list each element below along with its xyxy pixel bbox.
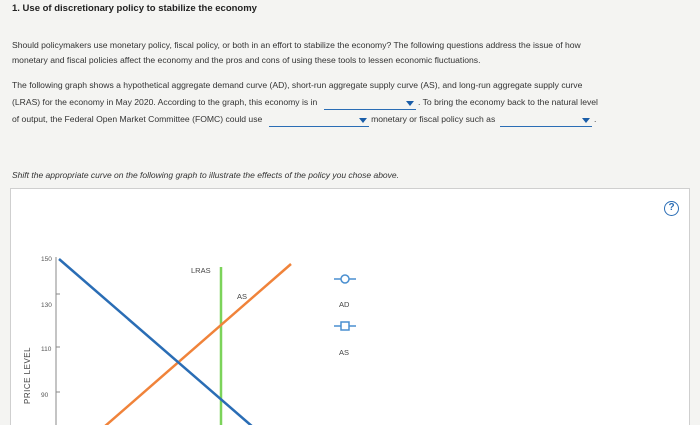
as-tool-label: AS — [339, 348, 350, 357]
ad-as-graph — [11, 189, 691, 425]
ad-tool-label: AD — [339, 300, 350, 309]
graph-instruction: Shift the appropriate curve on the following graph to illustrate the effects of the policy you chose above. — [12, 170, 399, 180]
question-line-1: The following graph shows a hypothetical aggregate demand curve (AD), short-run aggregate supply curve (AS), and long-run aggregate supply curve — [12, 80, 583, 90]
y-tick-label: 150 — [41, 256, 52, 263]
question-title: 1. Use of discretionary policy to stabilize the economy — [12, 3, 257, 14]
chevron-down-icon — [406, 101, 414, 106]
y-axis-label: PRICE LEVEL — [23, 346, 32, 404]
ad-tool-circle-icon — [341, 275, 349, 283]
question-paragraph — [12, 78, 697, 129]
ad-curve[interactable] — [59, 259, 261, 425]
lras-label: LRAS — [191, 266, 211, 275]
intro-line-1: Should policymakers use monetary policy, fiscal policy, or both in an effort to stabilize the economy? The following questions address the issue of how — [12, 40, 581, 50]
policy-type-dropdown[interactable] — [269, 115, 369, 127]
question-text-3b: monetary or fiscal policy such as — [371, 114, 496, 124]
intro-line-2: monetary and fiscal policies affect the economy and the pros and cons of using these tools to lessen economic fluctuations. — [12, 55, 481, 65]
as-tool-square-icon — [341, 322, 349, 330]
y-tick-label: 110 — [41, 346, 52, 353]
as-tool[interactable] — [334, 322, 356, 330]
help-icon[interactable]: ? — [664, 201, 679, 216]
as-curve[interactable] — [96, 264, 291, 425]
question-text-2a: (LRAS) for the economy in May 2020. According to the graph, this economy is in — [12, 97, 318, 107]
question-line-2 — [12, 95, 697, 112]
intro-paragraph — [12, 38, 692, 68]
y-tick-label: 90 — [41, 392, 49, 399]
question-text-3a: of output, the Federal Open Market Committee (FOMC) could use — [12, 114, 263, 124]
as-label: AS — [237, 292, 248, 301]
graph-panel — [10, 188, 690, 425]
y-tick-label: 130 — [41, 302, 52, 309]
economy-state-dropdown[interactable] — [324, 98, 416, 110]
question-line-3 — [12, 112, 697, 129]
policy-example-dropdown[interactable] — [500, 115, 592, 127]
question-text-3c: . — [594, 114, 597, 124]
chevron-down-icon — [582, 118, 590, 123]
ad-tool[interactable] — [334, 275, 356, 283]
chevron-down-icon — [359, 118, 367, 123]
question-text-2b: . To bring the economy back to the natural level — [418, 97, 598, 107]
